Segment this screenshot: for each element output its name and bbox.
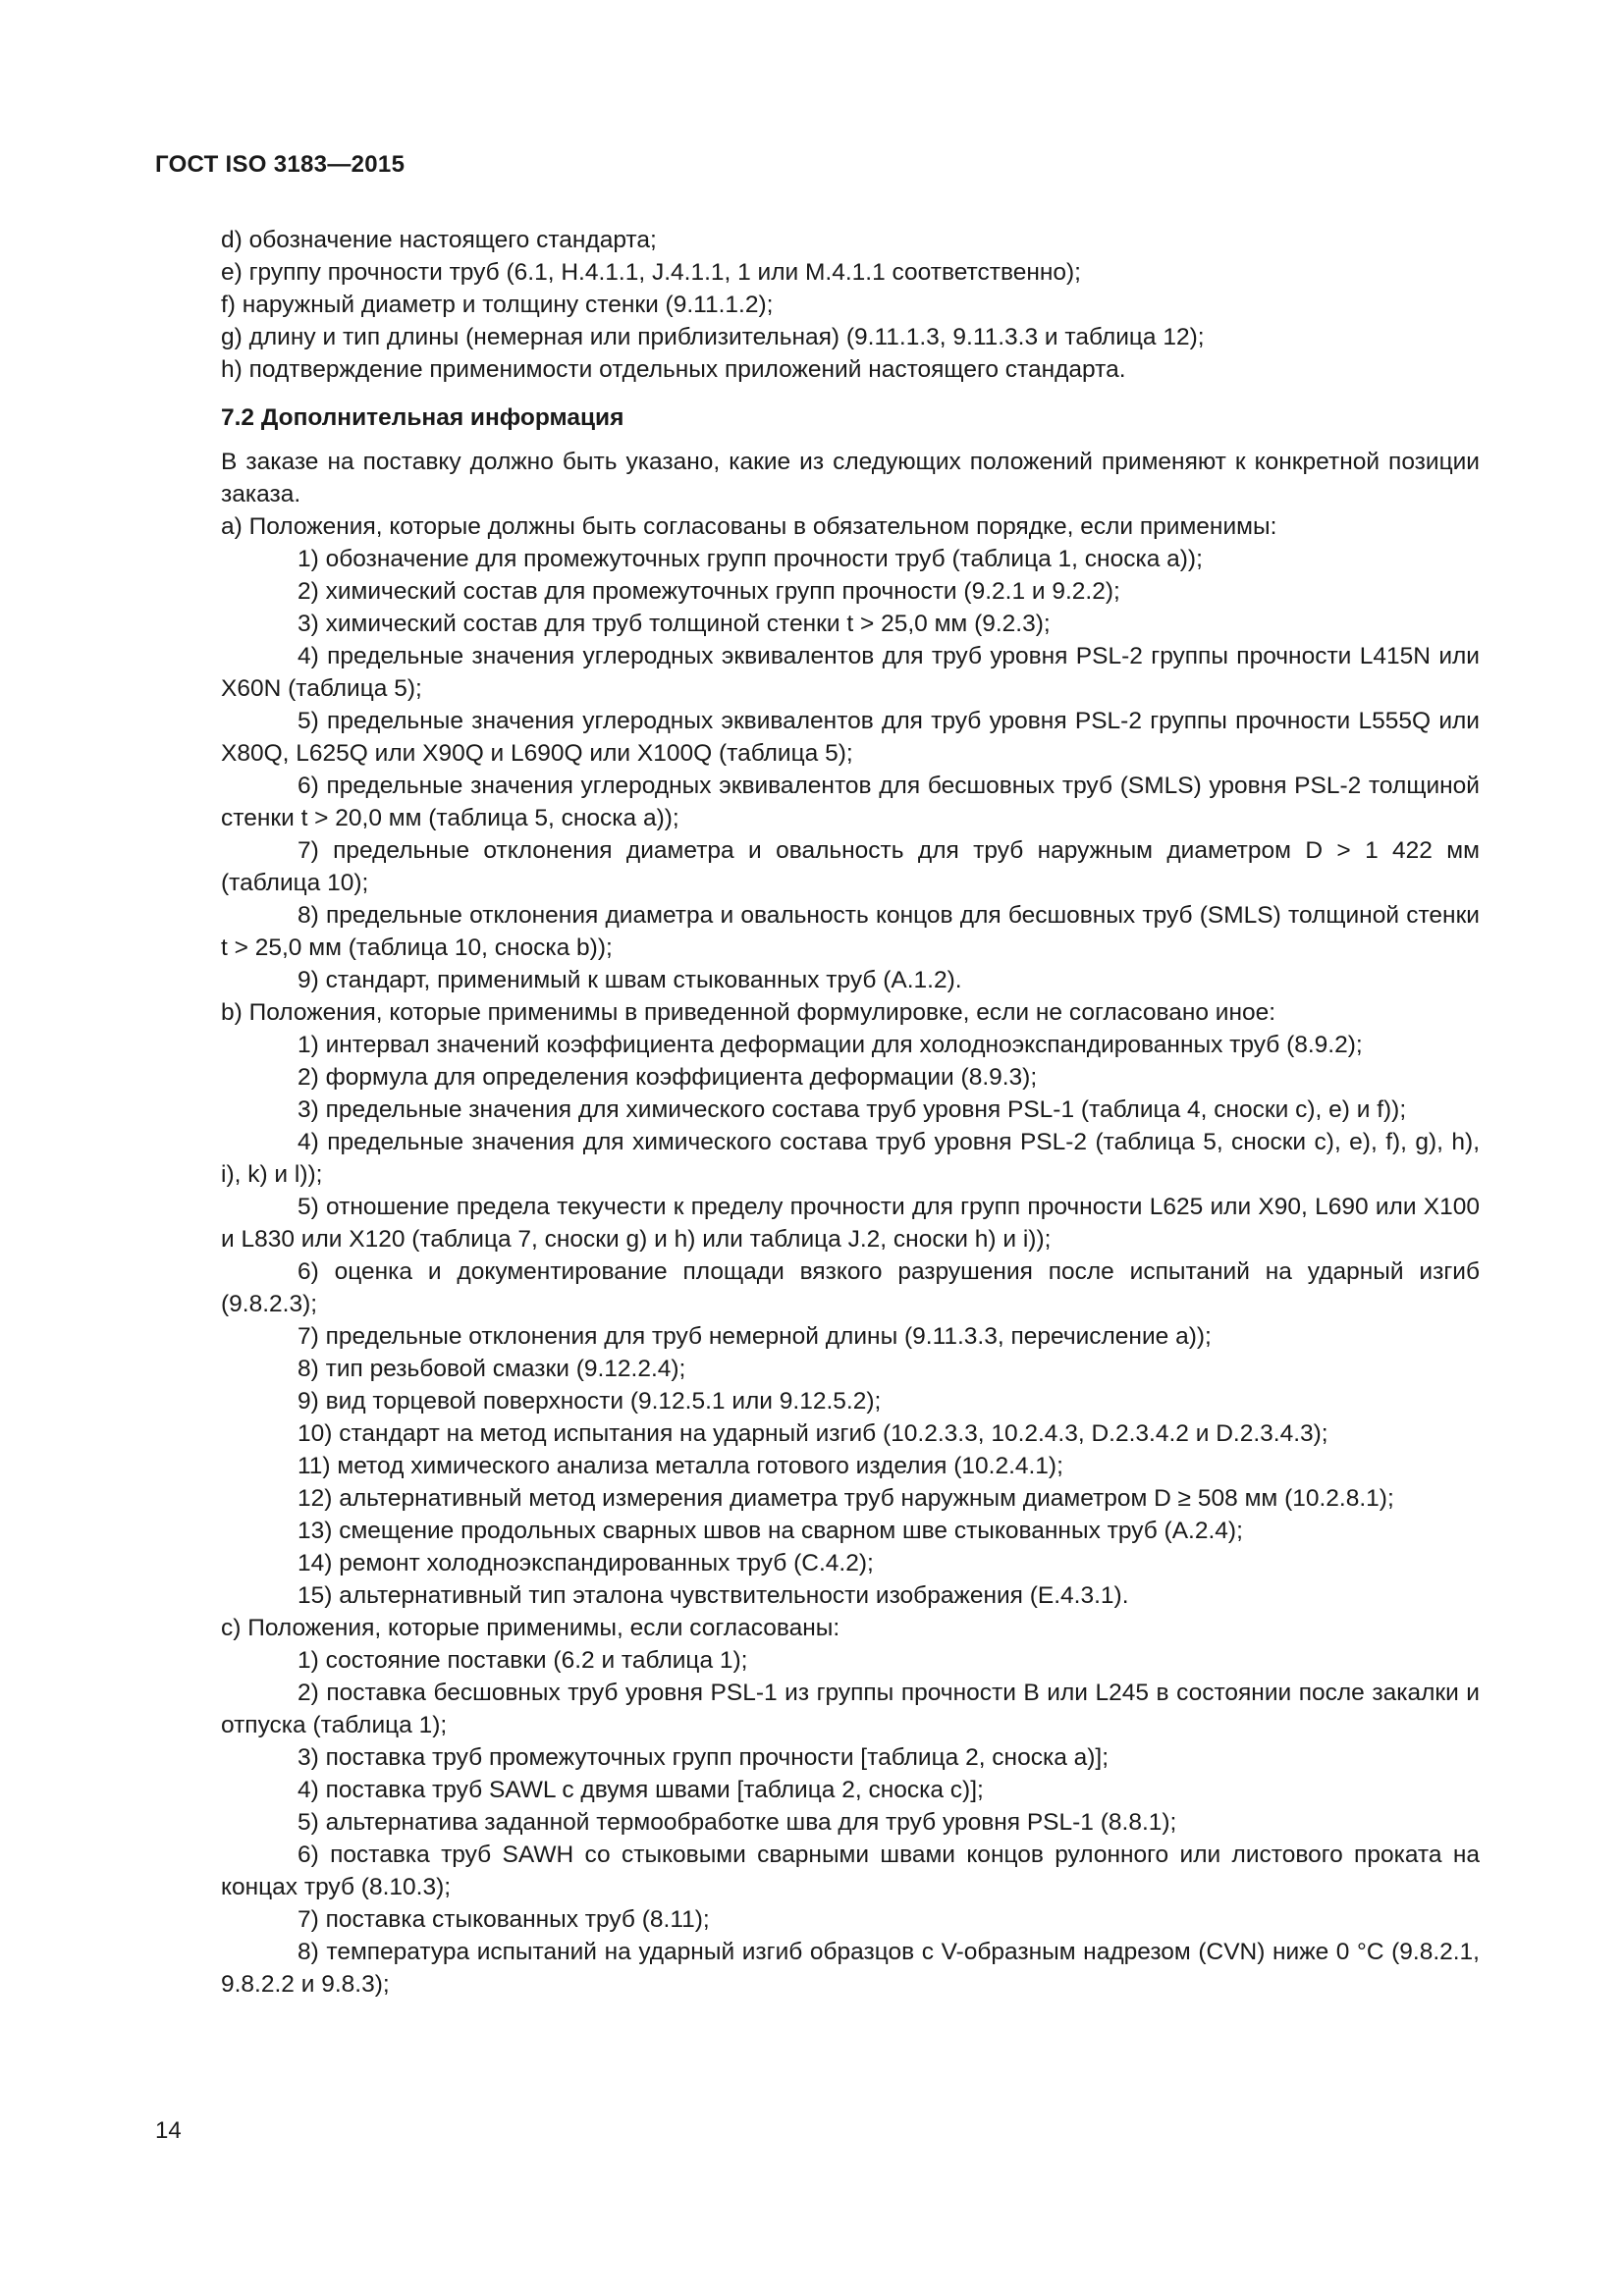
list-item: 7) предельные отклонения для труб немерной длины (9.11.3.3, перечисление a));	[298, 1323, 1212, 1350]
list-item: 5) предельные значения углеродных эквивалентов для труб уровня PSL-2 группы прочности L555Q или X80Q, L625Q или X90Q и L690Q или X100Q (таблица 5);	[221, 708, 1480, 767]
list-item: g) длину и тип длины (немерная или приблизительная) (9.11.1.3, 9.11.3.3 и таблица 12);	[221, 324, 1205, 350]
list-item: 4) поставка труб SAWL с двумя швами [таблица 2, сноска c)];	[298, 1777, 984, 1803]
list-item: 6) предельные значения углеродных эквивалентов для бесшовных труб (SMLS) уровня PSL-2 толщиной стенки t > 20,0 мм (таблица 5, сноска a));	[221, 773, 1480, 831]
document-header: ГОСТ ISO 3183—2015	[155, 151, 406, 178]
list-item: 13) смещение продольных сварных швов на сварном шве стыкованных труб (A.2.4);	[298, 1518, 1243, 1544]
list-item: 1) обозначение для промежуточных групп прочности труб (таблица 1, сноска a));	[298, 546, 1203, 572]
list-item: 8) температура испытаний на ударный изгиб образцов с V-образным надрезом (CVN) ниже 0 °C (9.8.2.1, 9.8.2.2 и 9.8.3);	[221, 1939, 1480, 1998]
list-item: 6) оценка и документирование площади вязкого разрушения после испытаний на ударный изгиб (9.8.2.3);	[221, 1258, 1480, 1317]
list-item: 3) поставка труб промежуточных групп прочности [таблица 2, сноска a)];	[298, 1744, 1110, 1771]
list-item: 8) тип резьбовой смазки (9.12.2.4);	[298, 1356, 686, 1382]
group-b-label: b) Положения, которые применимы в приведенной формулировке, если не согласовано иное:	[221, 999, 1276, 1026]
list-item: 3) химический состав для труб толщиной стенки t > 25,0 мм (9.2.3);	[298, 611, 1051, 637]
list-item: 9) вид торцевой поверхности (9.12.5.1 или 9.12.5.2);	[298, 1388, 882, 1415]
group-a-label: a) Положения, которые должны быть согласованы в обязательном порядке, если применимы:	[221, 513, 1277, 540]
page-number: 14	[155, 2117, 182, 2144]
list-item: 5) альтернатива заданной термообработке шва для труб уровня PSL-1 (8.8.1);	[298, 1809, 1177, 1836]
section-heading: 7.2 Дополнительная информация	[221, 404, 624, 431]
list-item: 3) предельные значения для химического состава труб уровня PSL-1 (таблица 4, сноски c), e) и f));	[298, 1096, 1407, 1123]
list-item: 7) поставка стыкованных труб (8.11);	[298, 1906, 710, 1933]
list-item: h) подтверждение применимости отдельных приложений настоящего стандарта.	[221, 356, 1126, 383]
list-item: 6) поставка труб SAWH со стыковыми сварными швами концов рулонного или листового проката на концах труб (8.10.3);	[221, 1842, 1480, 1900]
list-item: 8) предельные отклонения диаметра и овальность концов для бесшовных труб (SMLS) толщиной стенки t > 25,0 мм (таблица 10, сноска b));	[221, 902, 1480, 961]
list-item: 4) предельные значения для химического состава труб уровня PSL-2 (таблица 5, сноски c), e), f), g), h), i), k) и l));	[221, 1129, 1480, 1188]
section-intro: В заказе на поставку должно быть указано, какие из следующих положений применяют к конкретной позиции заказа.	[221, 449, 1480, 507]
list-item: 1) состояние поставки (6.2 и таблица 1);	[298, 1647, 748, 1674]
list-item: 12) альтернативный метод измерения диаметра труб наружным диаметром D ≥ 508 мм (10.2.8.1);	[298, 1485, 1394, 1512]
list-item: 2) химический состав для промежуточных групп прочности (9.2.1 и 9.2.2);	[298, 578, 1120, 605]
list-item: e) группу прочности труб (6.1, H.4.1.1, J.4.1.1, 1 или M.4.1.1 соответственно);	[221, 259, 1081, 286]
list-item: 4) предельные значения углеродных эквивалентов для труб уровня PSL-2 группы прочности L415N или X60N (таблица 5);	[221, 643, 1480, 702]
list-item: 10) стандарт на метод испытания на ударный изгиб (10.2.3.3, 10.2.4.3, D.2.3.4.2 и D.2.3.4.3);	[298, 1420, 1328, 1447]
list-item: 7) предельные отклонения диаметра и овальность для труб наружным диаметром D > 1 422 мм (таблица 10);	[221, 837, 1480, 896]
list-item: 14) ремонт холодноэкспандированных труб (C.4.2);	[298, 1550, 874, 1576]
list-item: f) наружный диаметр и толщину стенки (9.11.1.2);	[221, 292, 774, 318]
list-item: 2) формула для определения коэффициента деформации (8.9.3);	[298, 1064, 1038, 1091]
list-item: d) обозначение настоящего стандарта;	[221, 227, 657, 253]
list-item: 9) стандарт, применимый к швам стыкованных труб (A.1.2).	[298, 967, 962, 993]
group-c-label: c) Положения, которые применимы, если согласованы:	[221, 1615, 840, 1641]
list-item: 11) метод химического анализа металла готового изделия (10.2.4.1);	[298, 1453, 1063, 1479]
list-item: 2) поставка бесшовных труб уровня PSL-1 из группы прочности B или L245 в состоянии после закалки и отпуска (таблица 1);	[221, 1680, 1480, 1738]
list-item: 15) альтернативный тип эталона чувствительности изображения (E.4.3.1).	[298, 1582, 1129, 1609]
list-item: 5) отношение предела текучести к пределу прочности для групп прочности L625 или X90, L690 или X100 и L830 или X120 (таблица 7, сноски g) и h) или таблица J.2, сноски h) и i));	[221, 1194, 1480, 1253]
list-item: 1) интервал значений коэффициента деформации для холодноэкспандированных труб (8.9.2);	[298, 1032, 1363, 1058]
page-content	[221, 224, 1480, 2001]
